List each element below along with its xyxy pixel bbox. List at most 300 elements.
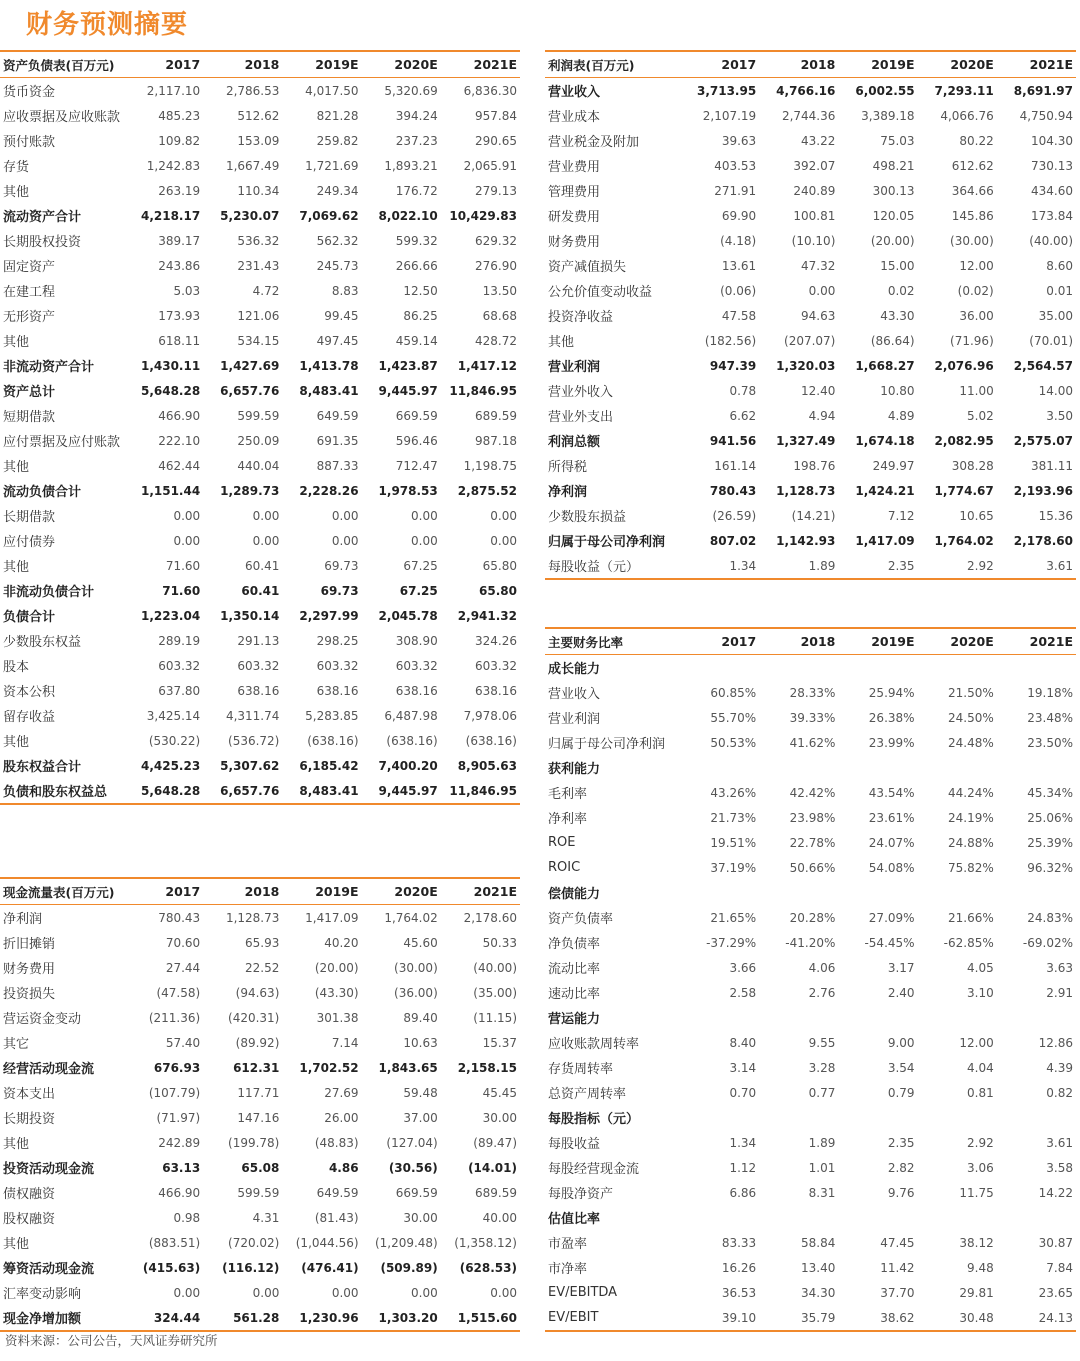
value-cell: 0.00	[411, 1285, 438, 1300]
value-cell: 599.59	[237, 1185, 280, 1200]
row-label: 净负债率	[548, 937, 601, 952]
row-label: 流动比率	[548, 962, 601, 977]
value-cell: 947.39	[709, 358, 757, 373]
year-header: 2017	[124, 878, 203, 905]
value-cell: 2.91	[1046, 985, 1073, 1000]
value-cell: 5.03	[173, 283, 201, 298]
value-cell: 65.08	[241, 1160, 280, 1175]
value-cell: 1,327.49	[776, 433, 836, 448]
value-cell: (26.59)	[712, 508, 757, 523]
table-row	[545, 503, 1076, 528]
value-cell: (883.51)	[148, 1235, 201, 1250]
value-cell: 4,017.50	[305, 83, 359, 98]
value-cell: 6,002.55	[855, 83, 915, 98]
row-label: 非流动负债合计	[3, 585, 95, 600]
value-cell: 231.43	[237, 258, 280, 273]
value-cell: 75.03	[880, 133, 915, 148]
value-cell	[838, 655, 917, 681]
table-row	[0, 905, 520, 931]
value-cell	[680, 880, 759, 905]
value-cell: (40.00)	[1029, 233, 1073, 248]
value-cell: 13.61	[721, 258, 757, 273]
value-cell: 249.97	[872, 458, 915, 473]
value-cell: (47.58)	[156, 985, 201, 1000]
row-label: 其他	[3, 335, 30, 350]
value-cell: 669.59	[395, 1185, 438, 1200]
value-cell: 47.32	[801, 258, 836, 273]
row-label: 少数股东损益	[548, 510, 627, 525]
value-cell: 5,648.28	[140, 383, 201, 398]
value-cell: 1,350.14	[220, 608, 280, 623]
value-cell: 50.66%	[789, 860, 836, 875]
value-cell: 68.68	[482, 308, 517, 323]
value-cell: 45.60	[403, 935, 438, 950]
value-cell: 120.05	[872, 208, 915, 223]
table-row	[0, 478, 520, 503]
value-cell: 2,875.52	[457, 483, 517, 498]
value-cell: 298.25	[316, 633, 359, 648]
value-cell: 54.08%	[868, 860, 915, 875]
value-cell	[759, 1205, 838, 1230]
value-cell: 4.86	[328, 1160, 359, 1175]
table-row	[0, 1055, 520, 1080]
table-row	[545, 830, 1076, 855]
value-cell: (207.07)	[784, 333, 836, 348]
row-label: 存货周转率	[548, 1062, 614, 1077]
value-cell: 3.54	[887, 1060, 915, 1075]
value-cell: 1,303.20	[362, 1305, 441, 1331]
row-label: 营业外收入	[548, 385, 614, 400]
row-label: 其他	[3, 560, 30, 575]
value-cell: 9.48	[967, 1260, 994, 1275]
value-cell: 691.35	[316, 433, 359, 448]
value-cell: 24.19%	[947, 810, 994, 825]
value-cell: 237.23	[395, 133, 438, 148]
value-cell: 1,230.96	[282, 1305, 361, 1331]
value-cell: 65.80	[479, 583, 517, 598]
value-cell: 1,417.12	[457, 358, 517, 373]
value-cell: 259.82	[316, 133, 359, 148]
value-cell: 638.16	[316, 683, 359, 698]
value-cell: 21.65%	[710, 910, 757, 925]
cashflow-table	[0, 877, 520, 1332]
value-cell	[918, 1205, 997, 1230]
value-cell: 4,766.16	[776, 83, 836, 98]
value-cell: (81.43)	[314, 1210, 359, 1225]
value-cell: 6,836.30	[463, 83, 517, 98]
value-cell: 403.53	[714, 158, 757, 173]
value-cell: 381.11	[1031, 458, 1073, 473]
value-cell: 8.83	[331, 283, 359, 298]
value-cell: 34.30	[801, 1285, 836, 1300]
value-cell: 176.72	[395, 183, 438, 198]
row-label: 其他	[3, 185, 30, 200]
value-cell: 11,846.95	[441, 778, 520, 804]
table-header-row	[0, 878, 520, 905]
balance-sheet-table	[0, 50, 520, 805]
row-label: 长期投资	[3, 1112, 56, 1127]
row-label: 净利率	[548, 812, 588, 827]
value-cell: 121.06	[237, 308, 280, 323]
value-cell: 0.00	[490, 533, 517, 548]
value-cell	[918, 1105, 997, 1130]
value-cell: 1,223.04	[140, 608, 201, 623]
value-cell: (30.00)	[950, 233, 994, 248]
value-cell: 389.17	[158, 233, 201, 248]
value-cell: 50.53%	[710, 735, 757, 750]
value-cell: 10.80	[880, 383, 915, 398]
value-cell: 50.33	[482, 935, 517, 950]
value-cell: (71.97)	[156, 1110, 201, 1125]
value-cell: 4.39	[1046, 1060, 1073, 1075]
table-row	[545, 1305, 1076, 1331]
value-cell: 603.32	[475, 658, 517, 673]
table-row	[0, 1030, 520, 1055]
value-cell: 6.86	[729, 1185, 757, 1200]
value-cell: 43.22	[801, 133, 836, 148]
year-header: 2019E	[838, 628, 917, 655]
value-cell: (4.18)	[720, 233, 757, 248]
value-cell: 2.76	[808, 985, 836, 1000]
section-row	[545, 880, 1076, 905]
value-cell	[838, 1005, 917, 1030]
value-cell: 58.84	[801, 1235, 836, 1250]
table-row	[545, 528, 1076, 553]
value-cell: 0.00	[173, 508, 201, 523]
value-cell: 1,721.69	[305, 158, 359, 173]
value-cell: 308.28	[951, 458, 994, 473]
value-cell: 0.77	[808, 1085, 836, 1100]
value-cell: 7,400.20	[378, 758, 438, 773]
value-cell: 2.40	[887, 985, 915, 1000]
value-cell: (0.06)	[720, 283, 757, 298]
row-label: 研发费用	[548, 210, 601, 225]
value-cell: 8,905.63	[457, 758, 517, 773]
value-cell: 676.93	[153, 1060, 201, 1075]
value-cell: 16.26	[721, 1260, 757, 1275]
value-cell: 1,142.93	[776, 533, 836, 548]
value-cell: 2,228.26	[299, 483, 359, 498]
value-cell: 603.32	[237, 658, 280, 673]
row-label: 毛利率	[548, 787, 588, 802]
value-cell: 243.86	[158, 258, 201, 273]
value-cell	[997, 655, 1076, 681]
value-cell: 3.66	[729, 960, 757, 975]
row-label: 其他	[548, 335, 575, 350]
value-cell: 1.12	[729, 1160, 757, 1175]
value-cell: 43.54%	[868, 785, 915, 800]
value-cell: 1,843.65	[378, 1060, 438, 1075]
value-cell: 12.50	[403, 283, 438, 298]
row-label: 每股收益（元）	[545, 553, 680, 579]
year-header: 2018	[759, 628, 838, 655]
value-cell: 173.84	[1031, 208, 1073, 223]
value-cell: 43.26%	[710, 785, 757, 800]
value-cell: 8.40	[729, 1035, 757, 1050]
section-row	[545, 1005, 1076, 1030]
value-cell: (530.22)	[148, 733, 201, 748]
year-header: 2018	[203, 878, 282, 905]
value-cell: -41.20%	[785, 935, 836, 950]
value-cell: 83.33	[721, 1235, 757, 1250]
value-cell: 1,764.02	[934, 533, 994, 548]
value-cell: 0.00	[331, 508, 359, 523]
value-cell: 2,065.91	[463, 158, 517, 173]
value-cell: 279.13	[475, 183, 517, 198]
value-cell: 0.70	[729, 1085, 757, 1100]
value-cell: (70.01)	[1029, 333, 1073, 348]
value-cell: 485.23	[158, 108, 201, 123]
value-cell: (20.00)	[870, 233, 915, 248]
value-cell: 145.86	[951, 208, 994, 223]
value-cell: 2,564.57	[1013, 358, 1073, 373]
value-cell: (36.00)	[394, 985, 438, 1000]
value-cell: 14.22	[1038, 1185, 1073, 1200]
value-cell: (107.79)	[148, 1085, 201, 1100]
value-cell: 3.61	[997, 553, 1076, 579]
table-row	[545, 1230, 1076, 1255]
value-cell: 69.73	[324, 558, 359, 573]
value-cell: 0.01	[1046, 283, 1073, 298]
value-cell: 5,283.85	[305, 708, 359, 723]
value-cell: (420.31)	[228, 1010, 280, 1025]
value-cell: 6,487.98	[384, 708, 438, 723]
row-label: 固定资产	[3, 260, 56, 275]
table-row	[0, 1080, 520, 1105]
value-cell: 271.91	[714, 183, 757, 198]
value-cell: (94.63)	[235, 985, 280, 1000]
table-row	[545, 178, 1076, 203]
table-row	[0, 1180, 520, 1205]
value-cell: 240.89	[793, 183, 836, 198]
value-cell: 38.12	[959, 1235, 994, 1250]
value-cell: 25.94%	[868, 685, 915, 700]
table-row	[0, 578, 520, 603]
value-cell: 15.37	[482, 1035, 517, 1050]
value-cell: 65.93	[245, 935, 280, 950]
table-row	[545, 930, 1076, 955]
value-cell: 562.32	[316, 233, 359, 248]
table-row	[0, 603, 520, 628]
value-cell: 596.46	[395, 433, 438, 448]
value-cell: 730.13	[1031, 158, 1073, 173]
value-cell: 1.34	[729, 1135, 757, 1150]
value-cell: 63.13	[162, 1160, 201, 1175]
table-title: 现金流量表(百万元)	[0, 878, 124, 905]
table-row	[0, 955, 520, 980]
table-row	[545, 253, 1076, 278]
value-cell: 1,151.44	[140, 483, 201, 498]
value-cell: 249.34	[316, 183, 359, 198]
value-cell: 2,178.60	[463, 910, 517, 925]
table-row	[545, 478, 1076, 503]
value-cell: 60.85%	[710, 685, 757, 700]
value-cell: 4.04	[967, 1060, 994, 1075]
table-row	[0, 128, 520, 153]
value-cell: 26.38%	[868, 710, 915, 725]
table-row	[0, 653, 520, 678]
value-cell: (48.83)	[314, 1135, 359, 1150]
value-cell: 24.07%	[868, 835, 915, 850]
value-cell: 459.14	[395, 333, 438, 348]
row-label: 利润总额	[548, 435, 601, 450]
value-cell: 38.62	[838, 1305, 917, 1331]
value-cell: 99.45	[324, 308, 359, 323]
value-cell: 3.06	[967, 1160, 994, 1175]
table-row	[0, 253, 520, 278]
table-row	[545, 153, 1076, 178]
row-label: 短期借款	[3, 410, 56, 425]
value-cell: 364.66	[951, 183, 994, 198]
value-cell: 110.34	[237, 183, 280, 198]
value-cell	[759, 880, 838, 905]
value-cell: 5.02	[967, 408, 994, 423]
value-cell: (35.00)	[473, 985, 517, 1000]
row-label: EV/EBITDA	[548, 1285, 618, 1300]
table-row	[545, 1080, 1076, 1105]
value-cell: 1,674.18	[855, 433, 915, 448]
value-cell: 30.00	[482, 1110, 517, 1125]
value-cell: 25.39%	[1027, 835, 1073, 850]
value-cell: 65.80	[482, 558, 517, 573]
value-cell: 0.00	[411, 508, 438, 523]
value-cell: 198.76	[793, 458, 836, 473]
value-cell: 8,483.41	[282, 778, 361, 804]
year-header: 2019E	[282, 878, 361, 905]
row-label: 长期借款	[3, 510, 56, 525]
value-cell: (89.92)	[235, 1035, 280, 1050]
value-cell: -54.45%	[864, 935, 915, 950]
value-cell: 4.94	[808, 408, 836, 423]
value-cell: 7.84	[1046, 1260, 1073, 1275]
value-cell: 3.50	[1046, 408, 1073, 423]
value-cell: 9.55	[808, 1035, 836, 1050]
row-label: 资本支出	[3, 1087, 56, 1102]
value-cell: (30.56)	[388, 1160, 438, 1175]
value-cell	[918, 1005, 997, 1030]
value-cell: 1,893.21	[384, 158, 438, 173]
value-cell: 1,128.73	[225, 910, 280, 925]
value-cell: 1,128.73	[776, 483, 836, 498]
value-cell: 2,193.96	[1013, 483, 1073, 498]
table-row	[0, 1280, 520, 1305]
value-cell: 649.59	[316, 408, 359, 423]
value-cell: 324.44	[124, 1305, 203, 1331]
value-cell: 24.48%	[947, 735, 994, 750]
row-label: 汇率变动影响	[3, 1287, 82, 1302]
value-cell	[997, 755, 1076, 780]
financial-ratios-table	[545, 627, 1076, 1332]
row-label: 股本	[3, 660, 30, 675]
value-cell: 1.34	[680, 553, 759, 579]
row-label: 速动比率	[548, 987, 601, 1002]
value-cell: 13.40	[801, 1260, 836, 1275]
table-row	[545, 378, 1076, 403]
row-label: 营业费用	[548, 160, 601, 175]
value-cell: 1,289.73	[220, 483, 280, 498]
row-label: 营业利润	[548, 712, 601, 727]
year-header: 2017	[680, 628, 759, 655]
value-cell: 0.00	[411, 533, 438, 548]
value-cell: 2,082.95	[934, 433, 994, 448]
value-cell: 55.70%	[710, 710, 757, 725]
value-cell: 2.82	[887, 1160, 915, 1175]
value-cell: 27.44	[165, 960, 201, 975]
table-header-row	[0, 51, 520, 78]
value-cell: 612.31	[233, 1060, 280, 1075]
value-cell: 21.66%	[947, 910, 994, 925]
table-row	[0, 1105, 520, 1130]
value-cell: 250.09	[237, 433, 280, 448]
value-cell: 2,941.32	[457, 608, 517, 623]
value-cell: 36.00	[959, 308, 994, 323]
table-row	[0, 1230, 520, 1255]
table-row	[545, 353, 1076, 378]
value-cell: 222.10	[158, 433, 201, 448]
table-row	[0, 1305, 520, 1331]
value-cell	[759, 655, 838, 681]
value-cell: 807.02	[709, 533, 757, 548]
value-cell: 4,066.76	[940, 108, 994, 123]
value-cell: 669.59	[395, 408, 438, 423]
value-cell: 80.22	[959, 133, 994, 148]
value-cell: 3.28	[808, 1060, 836, 1075]
table-row	[0, 528, 520, 553]
value-cell: 147.16	[237, 1110, 280, 1125]
row-label: 每股净资产	[548, 1187, 614, 1202]
value-cell: 300.13	[872, 183, 915, 198]
value-cell: 638.16	[395, 683, 438, 698]
value-cell: 20.28%	[789, 910, 836, 925]
value-cell: (720.02)	[228, 1235, 280, 1250]
table-row	[545, 78, 1076, 104]
value-cell: 6,185.42	[299, 758, 359, 773]
value-cell: 3.63	[1046, 960, 1073, 975]
year-header: 2017	[124, 51, 203, 78]
table-title: 利润表(百万元)	[545, 51, 680, 78]
value-cell: 15.00	[880, 258, 915, 273]
value-cell: 1,423.87	[378, 358, 438, 373]
value-cell: 5,230.07	[220, 208, 280, 223]
table-row	[545, 705, 1076, 730]
table-row	[0, 1155, 520, 1180]
table-row	[0, 553, 520, 578]
income-statement-table	[545, 50, 1076, 580]
row-label: 营业收入	[548, 85, 601, 100]
row-label: 债权融资	[3, 1187, 56, 1202]
value-cell: 24.50%	[947, 710, 994, 725]
value-cell: 43.30	[880, 308, 915, 323]
value-cell: 629.32	[475, 233, 517, 248]
table-row	[0, 1205, 520, 1230]
year-header: 2020E	[918, 51, 997, 78]
value-cell: 599.32	[395, 233, 438, 248]
value-cell: 0.81	[967, 1085, 994, 1100]
value-cell: 94.63	[801, 308, 836, 323]
value-cell: 1,413.78	[299, 358, 359, 373]
value-cell: 276.90	[475, 258, 517, 273]
value-cell: 649.59	[316, 1185, 359, 1200]
value-cell	[680, 1105, 759, 1130]
table-title: 资产负债表(百万元)	[0, 51, 124, 78]
row-label: 负债合计	[3, 610, 56, 625]
table-row	[0, 628, 520, 653]
table-row	[0, 353, 520, 378]
row-label: 归属于母公司净利润	[548, 737, 666, 752]
table-row	[0, 1130, 520, 1155]
value-cell: 637.80	[158, 683, 201, 698]
row-label: 资产减值损失	[548, 260, 627, 275]
